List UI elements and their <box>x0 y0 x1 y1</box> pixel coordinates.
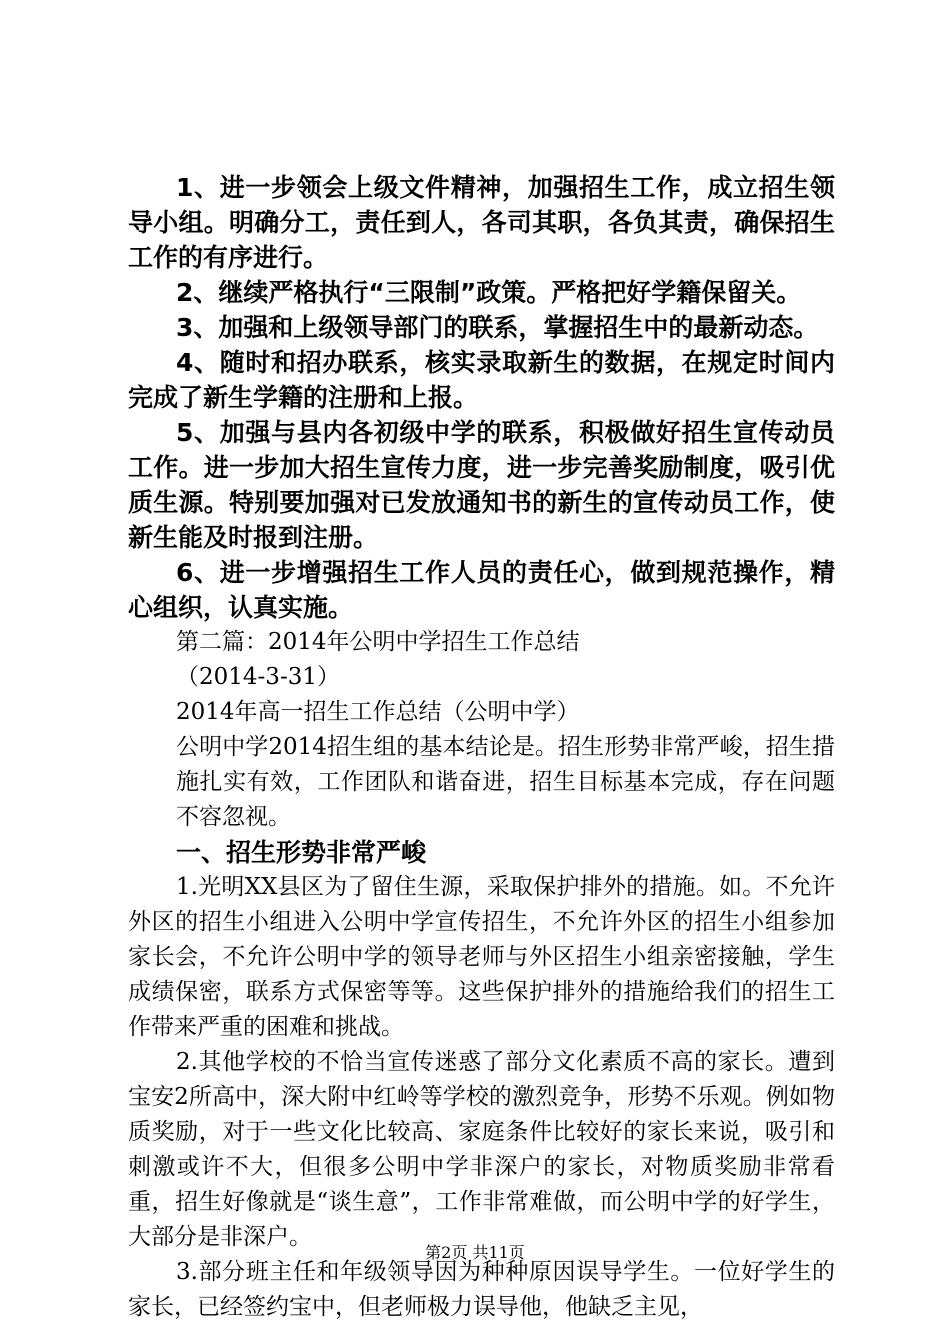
item-3: 3、加强和上级领导部门的联系，掌握招生中的最新动态。 <box>176 313 819 342</box>
item-6: 6、进一步增强招生工作人员的责任心，做到规范操作，精心组织，认真实施。 <box>128 558 835 622</box>
section-subtitle: 2014年高一招生工作总结（公明中学） <box>176 699 580 725</box>
intro-paragraph: 公明中学2014招生组的基本结论是。招生形势非常严峻，招生措施扎实有效，工作团队和谐奋进，招生目标基本完成，存在问题不容忽视。 <box>176 734 835 830</box>
heading-situation: 一、招生形势非常严峻 <box>176 838 427 867</box>
item-5: 5、加强与县内各初级中学的联系，积极做好招生宣传动员工作。进一步加大招生宣传力度，进一步完善奖励制度，吸引优质生源。特别要加强对已发放通知书的新生的宣传动员工作，使新生能及时报到注册。 <box>128 418 835 552</box>
paragraph-3: 3.部分班主任和年级领导因为种种原因误导学生。一位好学生的家长，已经签约宝中，但老师极力误导他，他缺乏主见， <box>128 1259 835 1320</box>
document-page <box>128 170 835 1325</box>
page-footer: 第2页 共11页 <box>425 1243 525 1262</box>
paragraph-2: 2.其他学校的不恰当宣传迷惑了部分文化素质不高的家长。遭到宝安2所高中，深大附中红岭等学校的激烈竞争，形势不乐观。例如物质奖励，对于一些文化比较高、家庭条件比较好的家长来说，吸引和刺激或许不大，但很多公明中学非深户的家长，对物质奖励非常看重，招生好像就是“谈生意”，工作非常难做，而公明中学的好学生，大部分是非深户。 <box>128 1049 835 1250</box>
section-title: 第二篇：2014年公明中学招生工作总结 <box>176 629 580 655</box>
item-1: 1、进一步领会上级文件精神，加强招生工作，成立招生领导小组。明确分工，责任到人，各司其职，各负其责，确保招生工作的有序进行。 <box>128 173 835 272</box>
section-date: （2014-3-31） <box>176 664 340 690</box>
item-4: 4、随时和招办联系，核实录取新生的数据，在规定时间内完成了新生学籍的注册和上报。 <box>128 348 835 412</box>
item-2: 2、继续严格执行“三限制”政策。严格把好学籍保留关。 <box>176 278 802 307</box>
paragraph-1: 1.光明XX县区为了留住生源，采取保护排外的措施。如。不允许外区的招生小组进入公明中学宣传招生，不允许外区的招生小组参加家长会，不允许公明中学的领导老师与外区招生小组亲密接触，学生成绩保密，联系方式保密等等。这些保护排外的措施给我们的招生工作带来严重的困难和挑战。 <box>128 874 835 1040</box>
